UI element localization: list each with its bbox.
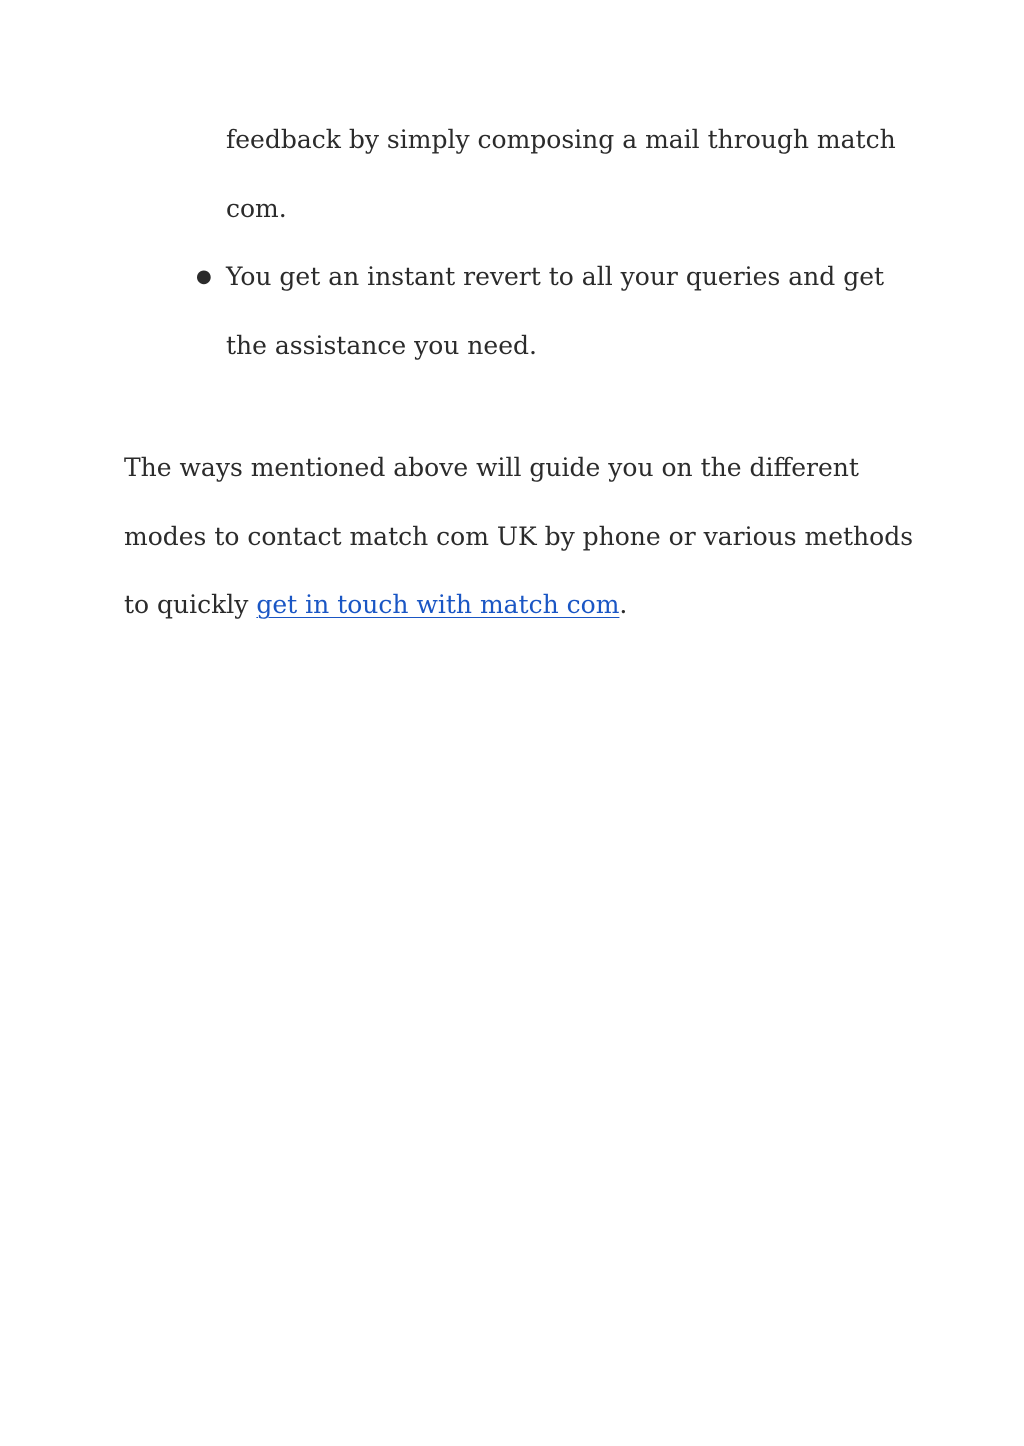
list-item-text: feedback by simply composing a mail through match com. (226, 125, 896, 223)
closing-paragraph (124, 434, 914, 640)
paragraph-text: The ways mentioned above will guide you on the different modes to contact match com UK by phone or various methods to quickly (124, 453, 914, 619)
match-contact-link[interactable]: get in touch with match com (256, 590, 620, 619)
list-item-instant-revert (196, 243, 926, 380)
list-item-continued (226, 106, 926, 243)
paragraph-period: . (619, 590, 628, 619)
bullet-icon: ● (196, 266, 212, 287)
list-item-text: You get an instant revert to all your queries and get the assistance you need. (226, 262, 885, 360)
bullet-list (196, 106, 926, 380)
